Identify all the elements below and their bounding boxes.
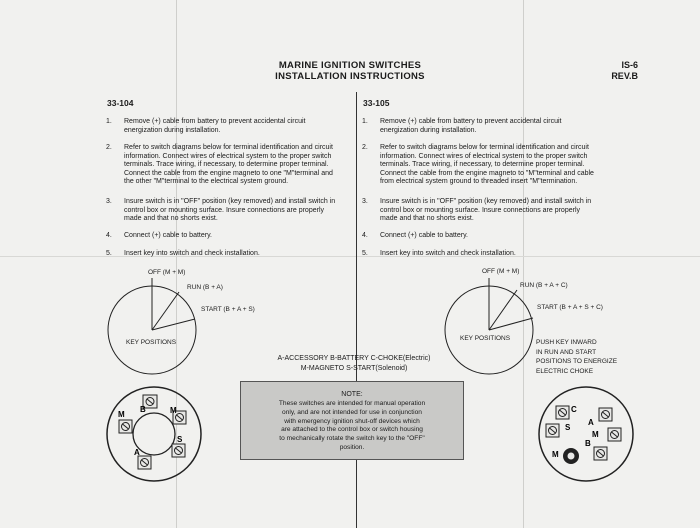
terminal-m-right-label: M: [592, 430, 599, 439]
terminal-s-label: S: [177, 435, 183, 444]
note-line: to mechanically rotate the switch key to the "OFF": [279, 435, 425, 443]
step-text-line: energization during installation.: [380, 126, 477, 134]
note-body: [241, 400, 463, 453]
right-run-label: RUN (B + A + C): [520, 282, 568, 289]
step-text-line: Insert key into switch and check installation.: [124, 250, 260, 257]
left-run-label: RUN (B + A): [187, 284, 223, 291]
terminal-s-label: S: [565, 423, 571, 432]
instruction-step: [362, 198, 610, 224]
right-key-positions-label: KEY POSITIONS: [460, 335, 511, 342]
instruction-step: [106, 144, 354, 187]
step-text-line: made and that no shorts exist.: [124, 215, 218, 223]
doc-revision: REV.B: [611, 71, 638, 81]
step-number: 3.: [362, 198, 368, 205]
left-off-label: OFF (M + M): [148, 269, 186, 276]
note-line: only, and are not intended for use in conjunction: [282, 408, 422, 416]
doc-id: IS-6: [621, 60, 638, 70]
step-text-line: control box or mounting surface. Insure connections are properly: [380, 206, 580, 214]
step-text: [124, 250, 260, 259]
legend-line: A-ACCESSORY B-BATTERY C-CHOKE(Electric): [277, 355, 431, 362]
legend-line: M-MAGNETO S-START(Solenoid): [300, 364, 408, 372]
instruction-step: [106, 118, 354, 135]
column-divider: [356, 92, 357, 528]
step-text-line: Insure switch is in "OFF" position (key removed) and install switch in: [124, 198, 336, 205]
step-number: 3.: [106, 198, 112, 205]
left-model-number: 33-104: [107, 98, 134, 108]
step-number: 4.: [106, 232, 112, 239]
step-text-line: terminals. Trace wiring, if necessary, to determine proper terminal.: [124, 161, 329, 169]
step-text: [380, 198, 591, 224]
step-text-line: energization during installation.: [124, 126, 221, 134]
push-key-note-line: ELECTRIC CHOKE: [536, 367, 594, 375]
right-model-number: 33-105: [363, 98, 390, 108]
step-number: 2.: [106, 144, 112, 151]
step-text-line: from electrical system ground to threaded insert "M"termination.: [380, 178, 578, 186]
page-title-line2: INSTALLATION INSTRUCTIONS: [275, 71, 425, 82]
push-key-note: [536, 338, 617, 376]
step-text: [124, 144, 333, 187]
terminal-b-label: B: [585, 439, 591, 448]
step-text-line: made and that no shorts exist.: [380, 215, 474, 223]
step-number: 1.: [106, 118, 112, 125]
note-line: are attached to the control box or switch housing: [281, 426, 423, 434]
step-text-line: Remove (+) cable from battery to prevent accidental circuit: [124, 118, 306, 125]
step-text: [124, 232, 212, 241]
terminal-m-insert-label: M: [552, 450, 559, 459]
terminal-m-right-label: M: [170, 406, 177, 415]
instruction-step: [362, 118, 610, 135]
step-text-line: information. Connect wires of electrical system to the proper switch: [380, 152, 588, 160]
right-start-label: START (B + A + S + C): [537, 304, 603, 311]
step-number: 2.: [362, 144, 368, 151]
step-text-line: Connect the cable from the engine magneto to "M"terminal and cable: [380, 169, 594, 177]
left-key-positions-label: KEY POSITIONS: [126, 339, 177, 346]
step-text-line: Connect (+) cable to battery.: [124, 232, 212, 239]
terminal-a-label: A: [588, 418, 594, 427]
step-text-line: Connect (+) cable to battery.: [380, 232, 468, 239]
terminal-b-label: B: [140, 405, 146, 414]
right-switch-terminal-diagram: [536, 384, 636, 484]
step-text-line: Insert key into switch and check installation.: [380, 250, 516, 257]
step-number: 1.: [362, 118, 368, 125]
terminal-m-left-label: M: [118, 410, 125, 419]
instruction-step: [362, 232, 610, 241]
note-line: with emergency ignition shut-off devices which: [284, 417, 420, 425]
step-text-line: Refer to switch diagrams below for terminal identification and circuit: [380, 144, 589, 151]
step-text-line: the other "M"terminal to the electrical system ground.: [124, 178, 289, 186]
push-key-note-line: POSITIONS TO ENERGIZE: [536, 358, 618, 365]
note-line: position.: [339, 443, 365, 451]
step-text: [380, 250, 516, 259]
step-text-line: control box or mounting surface. Insure connections are properly: [124, 206, 324, 214]
terminal-c-label: C: [571, 405, 577, 414]
instruction-step: [106, 198, 354, 224]
terminal-a-label: A: [134, 448, 140, 457]
page-title-line1: MARINE IGNITION SWITCHES: [278, 60, 422, 71]
step-text: [124, 118, 306, 135]
step-number: 5.: [106, 250, 112, 257]
left-switch-terminal-diagram: [104, 384, 204, 484]
step-text: [124, 198, 335, 224]
push-key-note-line: PUSH KEY INWARD: [536, 339, 597, 346]
left-key-position-diagram: [100, 276, 210, 378]
step-text: [380, 232, 468, 241]
instruction-step: [362, 250, 610, 259]
note-title: NOTE:: [341, 391, 363, 398]
step-text: [380, 118, 562, 135]
note-box: [240, 381, 464, 460]
step-number: 4.: [362, 232, 368, 239]
step-text-line: terminals. Trace wiring, if necessary, to determine proper terminal.: [380, 161, 585, 169]
right-off-label: OFF (M + M): [482, 268, 520, 275]
terminal-legend: [236, 354, 472, 373]
step-text-line: Remove (+) cable from battery to prevent accidental circuit: [380, 118, 562, 125]
note-line: These switches are intended for manual operation: [278, 400, 426, 407]
step-text-line: Refer to switch diagrams below for terminal identification and circuit: [124, 144, 333, 151]
step-text: [380, 144, 594, 187]
step-text-line: Insure switch is in "OFF" position (key removed) and install switch in: [380, 198, 592, 205]
step-number: 5.: [362, 250, 368, 257]
push-key-note-line: IN RUN AND START: [536, 348, 597, 356]
step-text-line: information. Connect wires of electrical system to the proper switch: [124, 152, 332, 160]
instruction-step: [362, 144, 610, 187]
instruction-step: [106, 250, 354, 259]
step-text-line: Connect the cable from the engine magneto to one "M"terminal and: [124, 169, 333, 177]
left-start-label: START (B + A + S): [201, 306, 255, 313]
instruction-step: [106, 232, 354, 241]
